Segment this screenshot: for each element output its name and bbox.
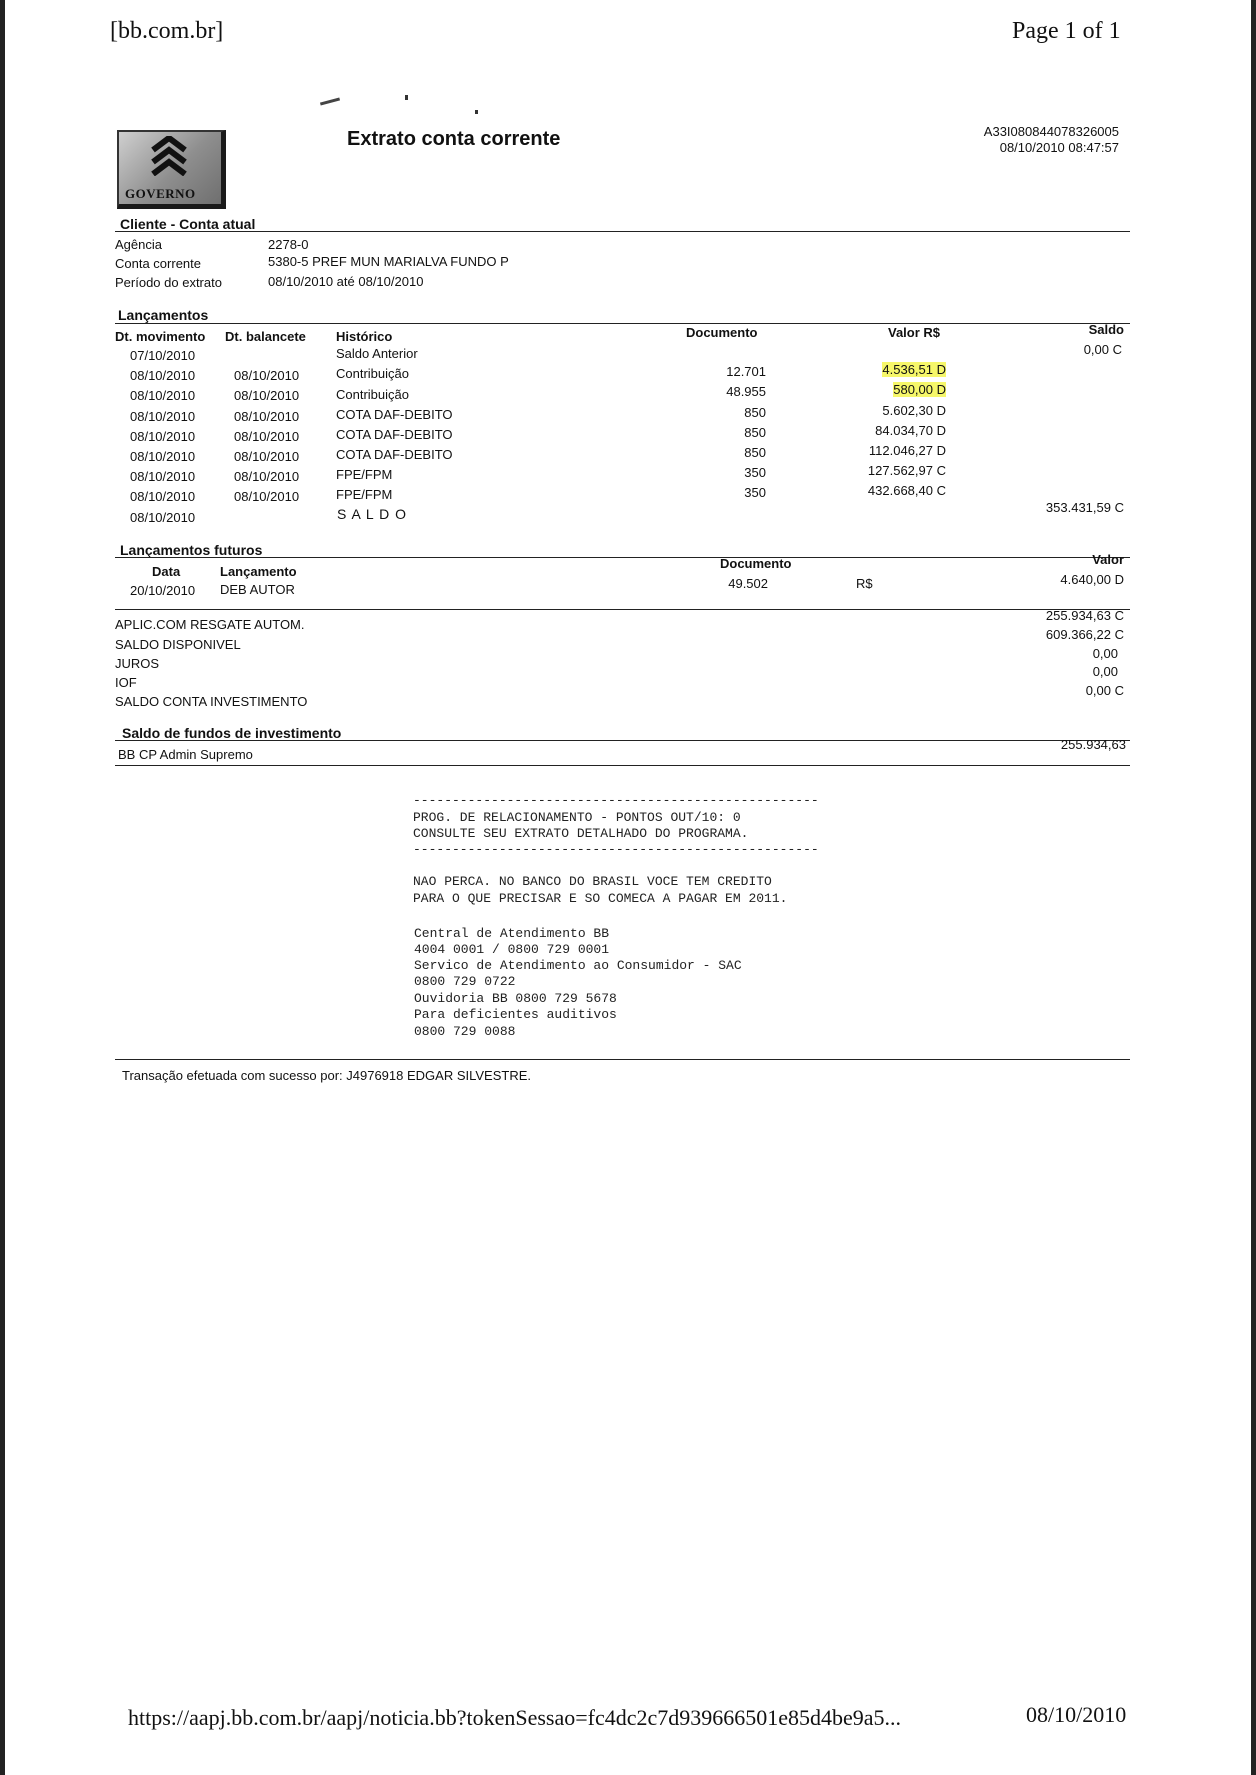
lancamentos-heading: Lançamentos [118, 307, 209, 323]
divider [115, 323, 1130, 324]
row-documento: 850 [744, 425, 766, 440]
agencia-value: 2278-0 [268, 237, 309, 252]
col-documento-futuro: Documento [720, 556, 792, 571]
row-valor: 112.046,27 D [868, 443, 946, 458]
divider [115, 609, 1130, 610]
fundo-label: BB CP Admin Supremo [118, 747, 253, 762]
row-dt-balancete: 08/10/2010 [234, 489, 300, 504]
row-dt-balancete: 08/10/2010 [234, 409, 300, 424]
resumo-value: 0,00 [1092, 646, 1118, 661]
row-dt-movimento: 08/10/2010 [130, 469, 196, 484]
row-historico: S A L D O [337, 506, 407, 522]
row-historico: Contribuição [336, 387, 409, 402]
resumo-label: JUROS [115, 656, 160, 671]
col-valor-futuro: Valor [1092, 552, 1124, 567]
promo-line-1: NAO PERCA. NO BANCO DO BRASIL VOCE TEM CREDITO [413, 874, 772, 889]
row-historico: FPE/FPM [336, 467, 393, 482]
page-title: Extrato conta corrente [347, 128, 561, 150]
row-historico: Contribuição [336, 366, 409, 381]
print-date: 08/10/2010 [1026, 1702, 1127, 1727]
row-saldo: 0,00 C [1083, 342, 1122, 357]
row-valor: 84.034,70 D [875, 423, 946, 438]
resumo-value: 0,00 C [1085, 683, 1124, 698]
row-dt-movimento: 08/10/2010 [130, 409, 196, 424]
row-documento: 850 [744, 405, 766, 420]
futuro-valor: 4.640,00 D [1060, 572, 1124, 587]
bb-symbol-icon [147, 136, 191, 176]
agencia-label: Agência [115, 237, 162, 252]
row-dt-balancete: 08/10/2010 [234, 469, 300, 484]
row-historico: COTA DAF-DEBITO [336, 407, 453, 422]
row-saldo: 353.431,59 C [1045, 500, 1124, 515]
futuro-documento: 49.502 [728, 576, 768, 591]
fundos-heading: Saldo de fundos de investimento [122, 725, 342, 741]
scan-speck [475, 110, 478, 114]
scan-speck [405, 95, 408, 100]
row-dt-balancete: 08/10/2010 [234, 388, 300, 403]
dash-line: ---------------------------------------------------- [413, 793, 819, 808]
resumo-label: IOF [115, 675, 137, 690]
contato-line: Central de Atendimento BB [414, 926, 610, 941]
dash-line: ---------------------------------------------------- [413, 842, 819, 857]
col-dt-balancete: Dt. balancete [225, 329, 306, 344]
row-historico: COTA DAF-DEBITO [336, 447, 453, 462]
row-valor: 580,00 D [893, 382, 946, 397]
site-label: [bb.com.br] [110, 18, 224, 44]
contato-line: Para deficientes auditivos [414, 1007, 617, 1022]
col-saldo: Saldo [1088, 322, 1124, 337]
divider [115, 765, 1130, 766]
row-documento: 12.701 [726, 364, 766, 379]
row-dt-movimento: 08/10/2010 [130, 368, 196, 383]
divider [115, 231, 1130, 232]
row-valor: 432.668,40 C [867, 483, 946, 498]
conta-value: 5380-5 PREF MUN MARIALVA FUNDO P [268, 254, 509, 269]
row-documento: 850 [744, 445, 766, 460]
futuro-moeda: R$ [856, 576, 873, 591]
row-historico: Saldo Anterior [336, 346, 418, 361]
fundo-value: 255.934,63 [1060, 737, 1126, 752]
transaction-code: A33I080844078326005 [983, 124, 1119, 139]
page-url: https://aapj.bb.com.br/aapj/noticia.bb?tokenSessao=fc4dc2c7d939666501e85d4be9a5... [128, 1705, 902, 1730]
bb-governo-logo [117, 130, 226, 209]
row-valor: 5.602,30 D [882, 403, 946, 418]
col-data: Data [152, 564, 181, 579]
conta-label: Conta corrente [115, 256, 201, 271]
col-lancamento: Lançamento [220, 564, 297, 579]
row-documento: 350 [744, 465, 766, 480]
futuro-data: 20/10/2010 [130, 583, 196, 598]
contato-line: 0800 729 0722 [414, 974, 516, 989]
row-dt-balancete: 08/10/2010 [234, 449, 300, 464]
row-dt-movimento: 08/10/2010 [130, 429, 196, 444]
contato-line: 4004 0001 / 0800 729 0001 [414, 942, 610, 957]
futuro-lancamento: DEB AUTOR [220, 582, 295, 597]
row-dt-movimento: 08/10/2010 [130, 388, 196, 403]
col-historico: Histórico [336, 329, 393, 344]
row-dt-movimento: 08/10/2010 [130, 449, 196, 464]
resumo-value: 255.934,63 C [1045, 608, 1124, 623]
row-dt-movimento: 08/10/2010 [130, 510, 196, 525]
row-documento: 48.955 [726, 384, 766, 399]
contato-line: 0800 729 0088 [414, 1024, 516, 1039]
programa-line-2: CONSULTE SEU EXTRATO DETALHADO DO PROGRAMA. [413, 826, 749, 841]
row-dt-movimento: 07/10/2010 [130, 348, 196, 363]
page-indicator: Page 1 of 1 [1012, 18, 1121, 44]
promo-line-2: PARA O QUE PRECISAR E SO COMECA A PAGAR EM 2011. [413, 891, 788, 906]
resumo-label: SALDO DISPONIVEL [115, 637, 241, 652]
logo-text: GOVERNO [125, 186, 196, 201]
periodo-label: Período do extrato [115, 275, 222, 290]
contato-line: Ouvidoria BB 0800 729 5678 [414, 991, 617, 1006]
row-historico: FPE/FPM [336, 487, 393, 502]
col-valor: Valor R$ [888, 325, 941, 340]
row-documento: 350 [744, 485, 766, 500]
resumo-value: 0,00 [1092, 664, 1118, 679]
scan-edge-right [1251, 0, 1256, 1775]
col-dt-movimento: Dt. movimento [115, 329, 206, 344]
scan-speck [320, 97, 340, 105]
futuros-heading: Lançamentos futuros [120, 542, 263, 558]
row-valor: 127.562,97 C [867, 463, 946, 478]
cliente-heading: Cliente - Conta atual [120, 216, 256, 232]
row-dt-balancete: 08/10/2010 [234, 368, 300, 383]
resumo-label: APLIC.COM RESGATE AUTOM. [115, 617, 305, 632]
row-dt-balancete: 08/10/2010 [234, 429, 300, 444]
row-historico: COTA DAF-DEBITO [336, 427, 453, 442]
transaction-footer: Transação efetuada com sucesso por: J4976918 EDGAR SILVESTRE. [122, 1068, 531, 1083]
resumo-value: 609.366,22 C [1045, 627, 1124, 642]
row-dt-movimento: 08/10/2010 [130, 489, 196, 504]
divider [115, 557, 1130, 558]
divider [115, 740, 1130, 741]
contato-line: Servico de Atendimento ao Consumidor - SAC [414, 958, 742, 973]
transaction-timestamp: 08/10/2010 08:47:57 [999, 140, 1119, 155]
col-documento: Documento [686, 325, 758, 340]
divider [115, 1059, 1130, 1060]
scan-edge-left [0, 0, 5, 1775]
resumo-label: SALDO CONTA INVESTIMENTO [115, 694, 308, 709]
periodo-value: 08/10/2010 até 08/10/2010 [268, 274, 424, 289]
row-valor: 4.536,51 D [882, 362, 946, 377]
programa-line-1: PROG. DE RELACIONAMENTO - PONTOS OUT/10: 0 [413, 810, 741, 825]
